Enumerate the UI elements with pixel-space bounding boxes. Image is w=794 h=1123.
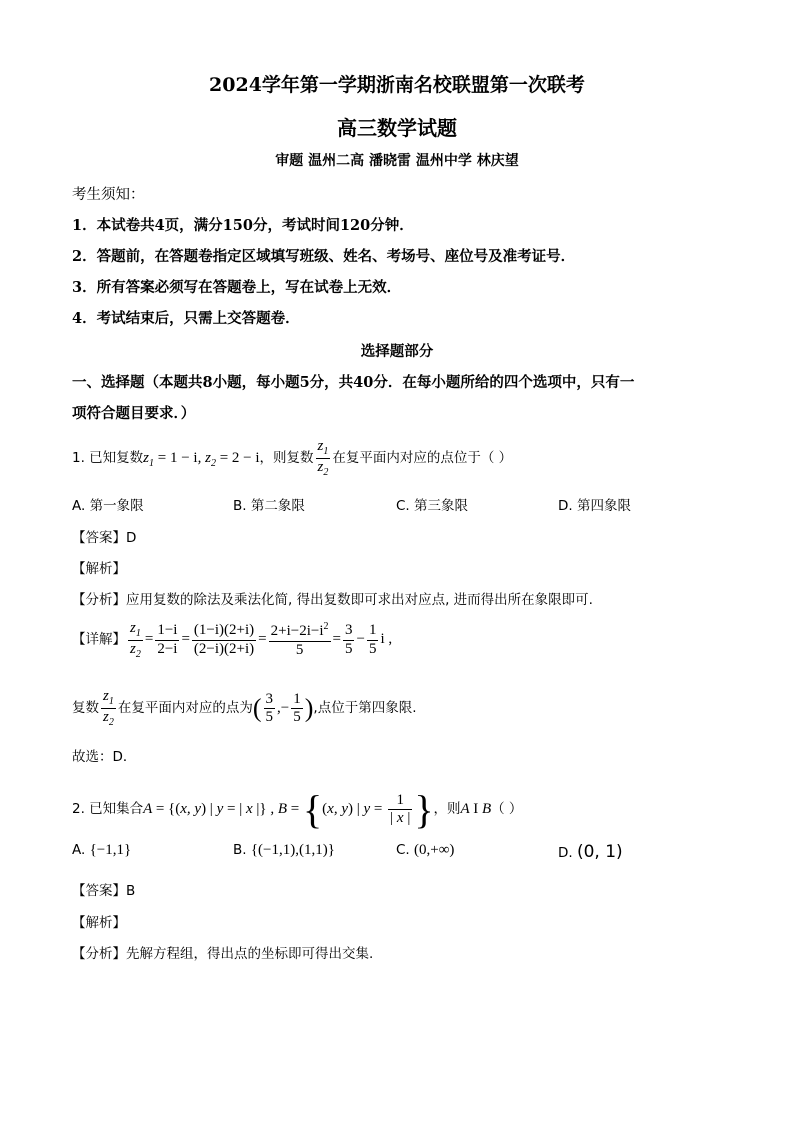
q2-intersection-formula: A I B <box>460 800 492 817</box>
q1-point-formula: ( $\frac{3}{5}$ ,− $\frac{1}{5}$ ) <box>252 690 314 726</box>
q1-stem-pre: 1. 已知复数 <box>72 450 144 466</box>
q1-given-formula: $z_1 = 1 - i$, $z_2 = 2 - i$ <box>143 450 260 469</box>
q1-conclusion <box>72 688 417 728</box>
q1-fraction: $\frac{z_1}{z_2}$ <box>317 438 329 478</box>
q2-option-b-label: B. <box>233 842 247 858</box>
q2-option-d-label: D. <box>558 845 573 861</box>
q2-stem <box>72 786 522 833</box>
q1-option-d: D. 第四象限 <box>558 498 631 514</box>
q2-stem-pre: 2. 已知集合 <box>72 800 144 817</box>
q1-conclusion-mid: 在复平面内对应的点为 <box>117 700 253 716</box>
q1-conclusion-pre: 复数 <box>72 700 99 716</box>
q2-option-a-label: A. <box>72 842 86 858</box>
section-instruction-line1: 一、选择题（本题共8小题，每小题5分，共40分．在每小题所给的四个选项中，只有一 <box>72 374 635 391</box>
q1-option-a: A. 第一象限 <box>72 498 144 514</box>
q1-analysis-label: 【解析】 <box>72 561 126 577</box>
q1-answer: 【答案】D <box>72 530 137 546</box>
q2-option-b <box>233 842 335 859</box>
q2-option-c <box>396 842 454 859</box>
q1-choice: 故选：D． <box>72 749 137 765</box>
section-part-title: 选择题部分 <box>360 343 434 360</box>
q2-option-d-formula: (0, 1) <box>576 842 623 862</box>
q1-detail-label: 【详解】 <box>72 631 126 648</box>
q1-option-b: B. 第二象限 <box>233 498 305 514</box>
q2-fenxi: 【分析】先解方程组，得出点的坐标即可得出交集. <box>72 946 374 962</box>
q1-stem-post: 在复平面内对应的点位于（ ） <box>332 450 513 466</box>
q2-option-b-formula: {(−1,1),(1,1)} <box>250 842 335 858</box>
q2-sets-formula: A = {(x, y) | y = | x |} , B = {(x, y) | y = $\frac{1}{| x |}$ } <box>143 787 434 832</box>
q2-analysis-label: 【解析】 <box>72 915 126 931</box>
q2-option-a <box>72 842 131 859</box>
notice-item-2: 2．答题前，在答题卷指定区域填写班级、姓名、考场号、座位号及准考证号． <box>72 248 576 265</box>
q2-option-c-label: C. <box>396 842 410 858</box>
q2-option-c-formula: (0,+∞) <box>414 842 455 858</box>
q1-conclusion-post: ,点位于第四象限. <box>313 700 417 716</box>
exam-subtitle: 高三数学试题 <box>337 116 457 140</box>
q1-conclusion-fraction: $\frac{z_1}{z_2}$ <box>103 688 114 728</box>
notice-item-4: 4．考试结束后，只需上交答题卷． <box>72 310 300 327</box>
notice-heading: 考生须知： <box>72 187 145 203</box>
q1-fenxi: 【分析】应用复数的除法及乘法化简, 得出复数即可求出对应点, 进而得出所在象限即可. <box>72 592 593 608</box>
q2-stem-post: ，则 <box>433 800 461 817</box>
q2-stem-end: （ ） <box>491 800 523 817</box>
q2-option-d <box>558 842 623 862</box>
notice-item-1: 1．本试卷共4页，满分150分，考试时间120分钟． <box>72 217 414 234</box>
q1-stem <box>72 438 512 478</box>
section-instruction-line2: 项符合题目要求．） <box>72 405 196 422</box>
q1-stem-mid: ，则复数 <box>259 450 314 466</box>
notice-item-3: 3．所有答案必须写在答题卷上，写在试卷上无效． <box>72 279 402 296</box>
exam-title: 2024学年第一学期浙南名校联盟第一次联考 <box>209 74 585 96</box>
q2-answer: 【答案】B <box>72 883 136 899</box>
q1-detail <box>72 620 392 660</box>
q2-option-a-formula: {−1,1} <box>89 842 132 858</box>
reviewers-line: 审题 温州二高 潘晓雷 温州中学 林庆望 <box>275 153 519 169</box>
q1-option-c: C. 第三象限 <box>396 498 469 514</box>
q1-detail-formula: $\frac{z_1}{z_2}$ = $\frac{1-i}{2-i}$ = $\frac{(1-i)(2+i)}{(2-i)(2+i)}$ = $\frac{2+i-2i-i^2}{5}$ = $\frac{3}{5}$ − $\frac{1}{5}$ i , <box>130 620 393 660</box>
